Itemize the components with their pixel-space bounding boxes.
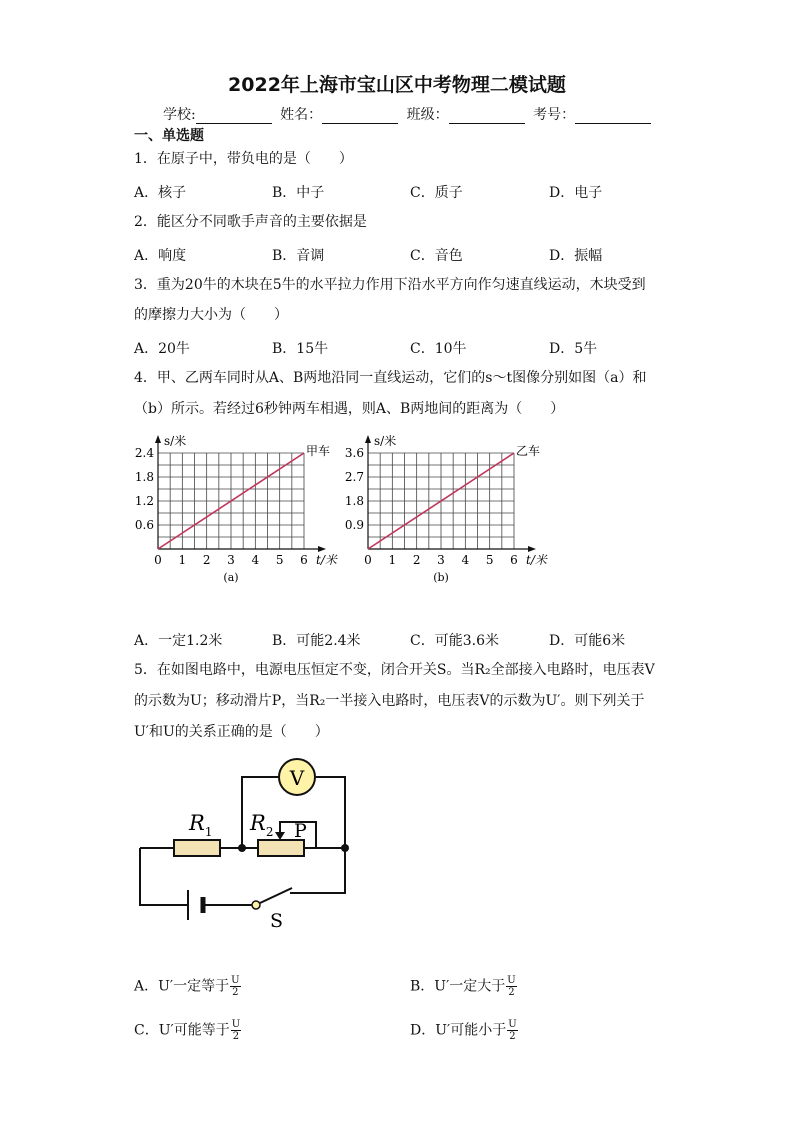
q5-option-c: C．U′可能等于 $\frac{U}{2}$ xyxy=(134,1019,241,1042)
x-tick-label: 1 xyxy=(178,553,187,567)
x-tick-label: 1 xyxy=(388,553,397,567)
q4-option-b: B．可能2.4米 xyxy=(272,633,361,649)
chart-caption: (b) xyxy=(433,571,449,584)
series-label: 乙车 xyxy=(516,444,541,458)
r1-label: $R_1$ xyxy=(189,811,213,839)
x-tick-label: 6 xyxy=(300,553,308,567)
q1-option-c: C．质子 xyxy=(410,185,463,201)
slider-label: P xyxy=(294,820,307,842)
x-axis-arrow-icon xyxy=(528,546,536,552)
y-axis-arrow-icon xyxy=(155,435,161,443)
x-axis-label: t/米 xyxy=(316,553,337,567)
q1-option-d: D．电子 xyxy=(549,185,603,201)
name-label: 姓名： xyxy=(280,107,323,123)
section-heading: 一、单选题 xyxy=(134,128,204,144)
q1-option-a: A．核子 xyxy=(134,185,187,201)
x-tick-label: 5 xyxy=(485,553,494,567)
x-axis-arrow-icon xyxy=(318,546,326,552)
q1-stem: 1．在原子中，带负电的是（ ） xyxy=(134,151,353,167)
x-tick-label: 2 xyxy=(412,553,421,567)
series-label: 甲车 xyxy=(306,444,331,458)
r2-label: $R_2$ xyxy=(250,811,274,839)
q2-option-d: D．振幅 xyxy=(549,248,603,264)
chart-caption: (a) xyxy=(223,571,239,584)
y-tick-label: 1.8 xyxy=(344,494,364,508)
q3-stem-line2: 的摩擦力大小为（ ） xyxy=(134,307,288,323)
x-tick-label: 0 xyxy=(364,553,372,567)
q5-option-a: A．U′一定等于 $\frac{U}{2}$ xyxy=(134,975,240,998)
q5-option-d: D．U′可能小于 $\frac{U}{2}$ xyxy=(410,1019,517,1042)
q5-option-b: B．U′一定大于 $\frac{U}{2}$ xyxy=(410,975,516,998)
switch-pivot xyxy=(252,901,260,909)
y-tick-label: 2.4 xyxy=(134,446,154,460)
chart-b xyxy=(340,425,560,590)
circuit-diagram xyxy=(130,755,370,930)
q3-option-b: B．15牛 xyxy=(272,341,329,357)
q4-stem-line1: 4．甲、乙两车同时从A、B两地沿同一直线运动，它们的s～t图像分别如图（a）和 xyxy=(134,370,647,386)
x-tick-label: 4 xyxy=(461,553,470,567)
y-axis-arrow-icon xyxy=(365,435,371,443)
y-tick-label: 1.8 xyxy=(134,470,154,484)
school-label: 学校: xyxy=(163,107,196,123)
number-blank xyxy=(575,109,651,124)
school-blank xyxy=(196,109,272,124)
voltmeter-label: V xyxy=(289,766,305,790)
class-label: 班级： xyxy=(406,107,449,123)
name-blank xyxy=(322,109,398,124)
class-blank xyxy=(449,109,525,124)
q2-option-b: B．音调 xyxy=(272,248,325,264)
junction-left xyxy=(238,844,246,852)
x-tick-label: 5 xyxy=(275,553,284,567)
q4-option-a: A．一定1.2米 xyxy=(134,633,223,649)
junction-right xyxy=(341,844,349,852)
slider-arrow-icon xyxy=(275,832,285,840)
q1-option-b: B．中子 xyxy=(272,185,325,201)
y-axis-label: s/米 xyxy=(164,434,187,448)
q3-stem-line1: 3．重为20牛的木块在5牛的水平拉力作用下沿水平方向作匀速直线运动，木块受到 xyxy=(134,277,646,293)
switch-blade xyxy=(260,888,292,903)
q2-option-a: A．响度 xyxy=(134,248,187,264)
x-tick-label: 0 xyxy=(154,553,162,567)
q4-option-d: D．可能6米 xyxy=(549,633,626,649)
q4-stem-line2: （b）所示。若经过6秒钟两车相遇，则A、B两地间的距离为（ ） xyxy=(134,401,565,417)
y-tick-label: 0.6 xyxy=(134,518,154,532)
resistor-r2 xyxy=(258,840,304,856)
y-tick-label: 3.6 xyxy=(344,446,364,460)
q5-stem-line3: U′和U的关系正确的是（ ） xyxy=(134,724,329,740)
y-tick-label: 0.9 xyxy=(344,518,364,532)
switch-label: S xyxy=(270,910,284,930)
resistor-r1 xyxy=(174,840,220,856)
x-tick-label: 2 xyxy=(202,553,211,567)
y-tick-label: 1.2 xyxy=(134,494,154,508)
y-tick-label: 2.7 xyxy=(344,470,364,484)
q2-option-c: C．音色 xyxy=(410,248,463,264)
q5-stem-line2: 的示数为U；移动滑片P，当R₂一半接入电路时，电压表V的示数为U′。则下列关于 xyxy=(134,693,645,709)
header-fields xyxy=(163,104,655,124)
q3-option-a: A．20牛 xyxy=(134,341,190,357)
q3-option-d: D．5牛 xyxy=(549,341,598,357)
x-tick-label: 3 xyxy=(227,553,235,567)
q2-stem: 2．能区分不同歌手声音的主要依据是 xyxy=(134,214,367,230)
number-label: 考号： xyxy=(533,107,576,123)
q4-option-c: C．可能3.6米 xyxy=(410,633,499,649)
q5-stem-line1: 5．在如图电路中，电源电压恒定不变，闭合开关S。当R₂全部接入电路时，电压表V xyxy=(134,662,655,678)
x-tick-label: 4 xyxy=(251,553,260,567)
chart-a xyxy=(130,425,345,590)
y-axis-label: s/米 xyxy=(374,434,397,448)
x-axis-label: t/米 xyxy=(526,553,547,567)
wire-voltmeter-right xyxy=(316,777,345,848)
page-title: 2022年上海市宝山区中考物理二模试题 xyxy=(228,74,566,96)
x-tick-label: 6 xyxy=(510,553,518,567)
q3-option-c: C．10牛 xyxy=(410,341,467,357)
x-tick-label: 3 xyxy=(437,553,445,567)
